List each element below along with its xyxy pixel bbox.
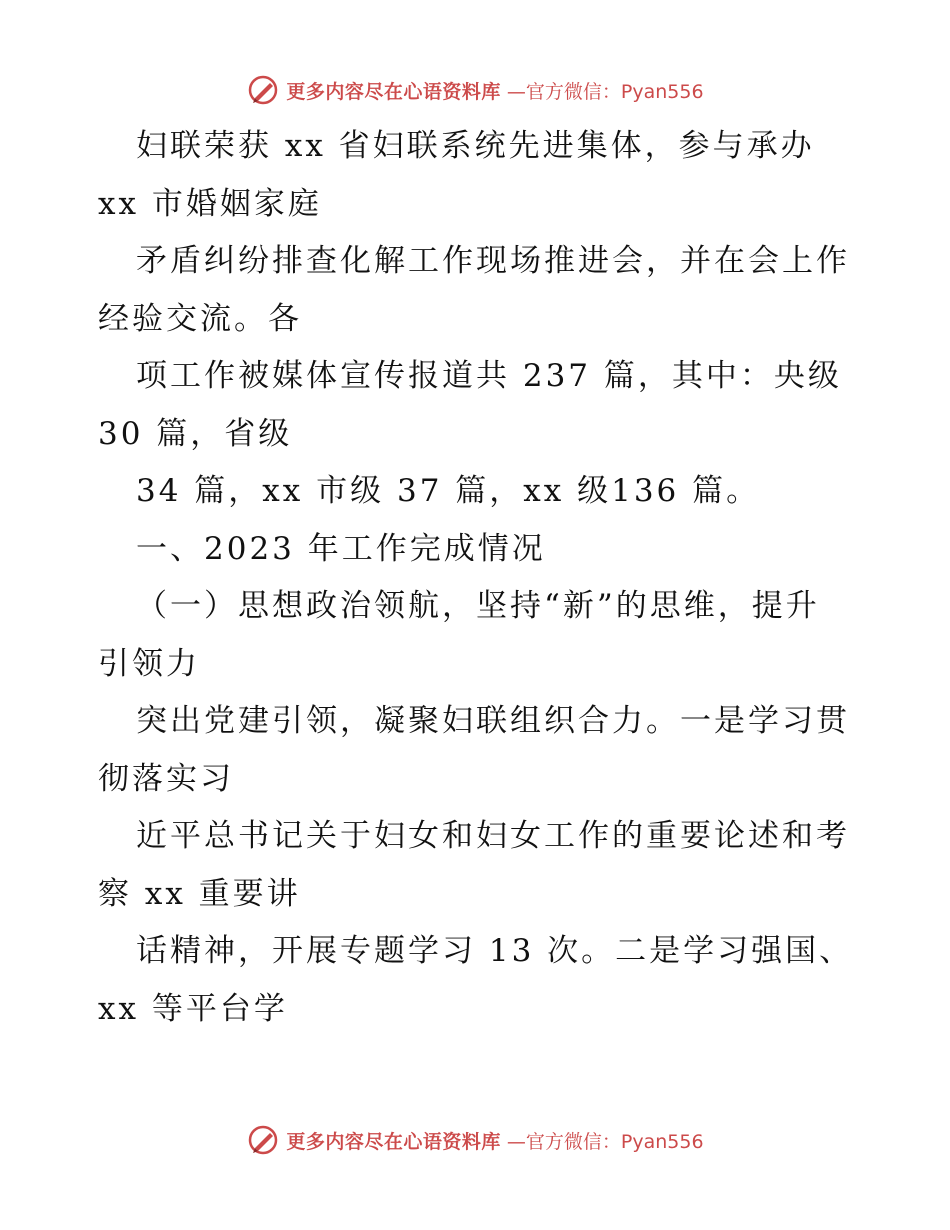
text-line: 矛盾纠纷排查化解工作现场推进会，并在会上作 (136, 243, 850, 279)
watermark-text: 更多内容尽在心语资料库 (286, 1130, 501, 1153)
watermark-contact: —官方微信：Pyan556 (506, 80, 704, 103)
subsection-heading: （一）思想政治领航，坚持“新”的思维，提升 (136, 588, 820, 624)
text-line: 突出党建引领，凝聚妇联组织合力。一是学习贯 (136, 703, 850, 739)
text-line: 经验交流。各 (98, 300, 302, 337)
text-line: 引领力 (98, 645, 200, 682)
text-line: xx 市婚姻家庭 (98, 185, 322, 222)
watermark-text: 更多内容尽在心语资料库 (286, 80, 501, 103)
text-line: 项工作被媒体宣传报道共 237 篇，其中：央级 (136, 358, 842, 394)
watermark-contact: —官方微信：Pyan556 (506, 1130, 704, 1153)
pen-logo-icon (246, 73, 280, 107)
footer-watermark (0, 1120, 950, 1160)
text-line: 察 xx 重要讲 (98, 875, 301, 912)
text-line: 34 篇，xx 市级 37 篇，xx 级136 篇。 (136, 473, 761, 509)
text-line: 彻落实习 (98, 760, 234, 797)
text-line: 妇联荣获 xx 省妇联系统先进集体，参与承办 (136, 128, 815, 164)
section-heading: 一、2023 年工作完成情况 (136, 530, 546, 567)
text-line: 话精神，开展专题学习 13 次。二是学习强国、 (136, 933, 854, 969)
header-watermark (0, 70, 950, 110)
text-line: 近平总书记关于妇女和妇女工作的重要论述和考 (136, 818, 850, 854)
document-body (98, 118, 858, 1038)
text-line: 30 篇，省级 (98, 415, 293, 452)
pen-logo-icon (246, 1123, 280, 1157)
text-line: xx 等平台学 (98, 990, 288, 1027)
